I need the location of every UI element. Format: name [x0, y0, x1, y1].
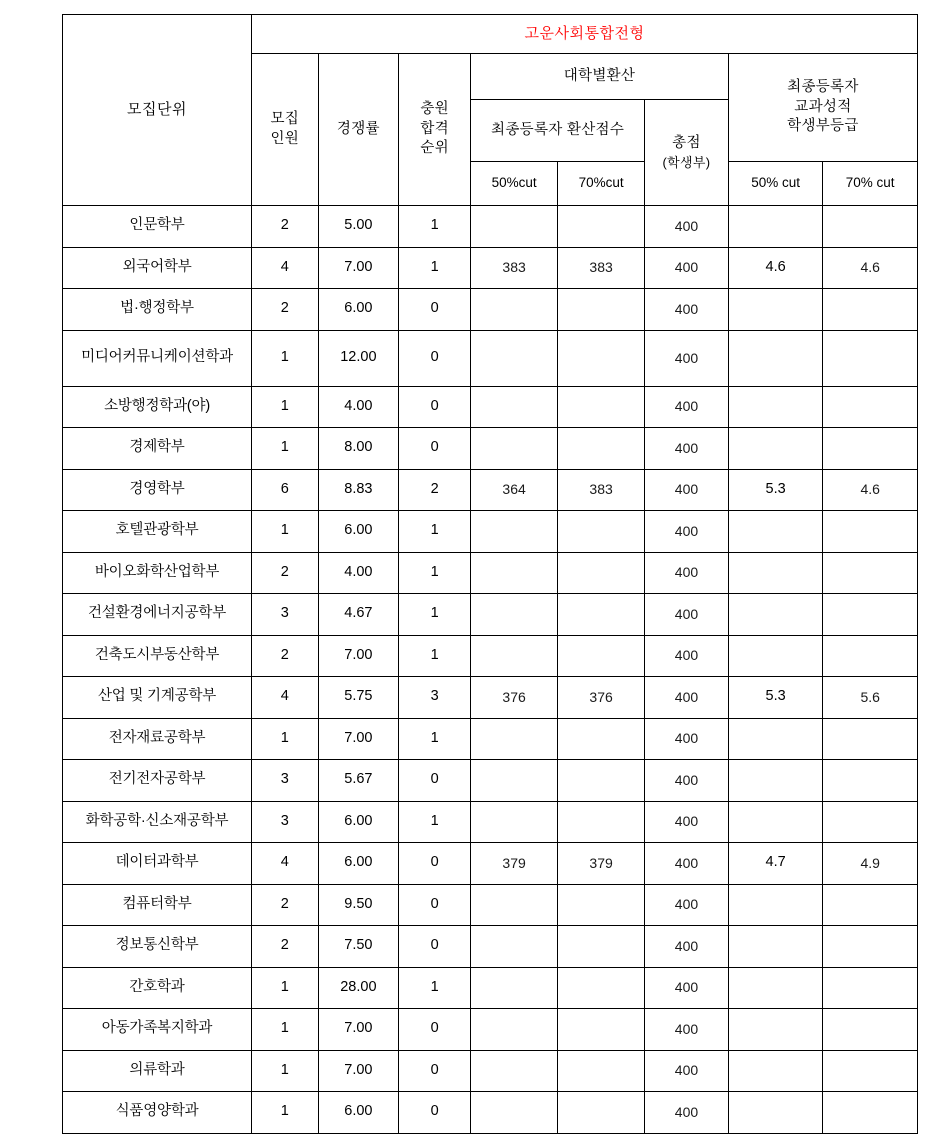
cell-waitlist-rank: 0	[399, 330, 471, 386]
cell-quota: 2	[252, 289, 319, 331]
cell-recruitment-unit: 전기전자공학부	[63, 760, 252, 802]
cell-grade-70cut	[823, 330, 918, 386]
cell-waitlist-rank: 0	[399, 926, 471, 968]
cell-conv-70cut: 379	[558, 843, 645, 885]
table-row	[63, 1092, 918, 1134]
cell-quota: 2	[252, 206, 319, 248]
header-total-score	[645, 100, 729, 206]
cell-grade-50cut	[728, 289, 823, 331]
cell-conv-70cut: 383	[558, 469, 645, 511]
table-row	[63, 206, 918, 248]
cell-grade-50cut	[728, 206, 823, 248]
cell-conv-70cut	[558, 594, 645, 636]
cell-quota: 3	[252, 760, 319, 802]
header-grade-70cut: 70% cut	[823, 162, 918, 206]
cell-total-score: 400	[645, 635, 729, 677]
table-row	[63, 552, 918, 594]
table-row	[63, 511, 918, 553]
cell-conv-50cut	[471, 552, 558, 594]
cell-total-score: 400	[645, 206, 729, 248]
cell-conv-50cut	[471, 511, 558, 553]
cell-competition-ratio: 8.83	[318, 469, 399, 511]
table-row	[63, 428, 918, 470]
header-grade-line1: 최종등록자	[787, 79, 859, 96]
table-row	[63, 469, 918, 511]
cell-grade-70cut	[823, 760, 918, 802]
cell-grade-50cut	[728, 801, 823, 843]
cell-conv-70cut	[558, 428, 645, 470]
cell-grade-50cut	[728, 967, 823, 1009]
cell-conv-70cut	[558, 760, 645, 802]
cell-grade-50cut	[728, 428, 823, 470]
header-conv-70cut: 70%cut	[558, 162, 645, 206]
cell-grade-70cut	[823, 1050, 918, 1092]
cell-conv-50cut: 376	[471, 677, 558, 719]
cell-conv-70cut	[558, 1009, 645, 1051]
cell-grade-70cut	[823, 801, 918, 843]
cell-quota: 1	[252, 1009, 319, 1051]
cell-grade-50cut	[728, 760, 823, 802]
cell-recruitment-unit: 건축도시부동산학부	[63, 635, 252, 677]
cell-total-score: 400	[645, 718, 729, 760]
cell-waitlist-rank: 2	[399, 469, 471, 511]
cell-conv-50cut	[471, 1092, 558, 1134]
cell-grade-70cut	[823, 552, 918, 594]
cell-quota: 1	[252, 330, 319, 386]
cell-waitlist-rank: 0	[399, 386, 471, 428]
cell-quota: 1	[252, 718, 319, 760]
header-waitlist-line3: 순위	[420, 140, 449, 157]
cell-competition-ratio: 5.00	[318, 206, 399, 248]
cell-grade-50cut	[728, 1009, 823, 1051]
cell-waitlist-rank: 0	[399, 289, 471, 331]
cell-waitlist-rank: 0	[399, 1092, 471, 1134]
cell-conv-70cut	[558, 206, 645, 248]
cell-total-score: 400	[645, 247, 729, 289]
cell-recruitment-unit: 바이오화학산업학부	[63, 552, 252, 594]
cell-competition-ratio: 9.50	[318, 884, 399, 926]
header-enrollee-grade-group	[728, 54, 917, 162]
table-row	[63, 718, 918, 760]
admissions-results-table	[62, 14, 918, 1134]
cell-conv-50cut: 383	[471, 247, 558, 289]
cell-quota: 4	[252, 843, 319, 885]
cell-quota: 6	[252, 469, 319, 511]
cell-conv-50cut	[471, 884, 558, 926]
cell-waitlist-rank: 0	[399, 843, 471, 885]
cell-quota: 4	[252, 247, 319, 289]
header-quota-line1: 모집	[270, 110, 300, 127]
cell-grade-50cut	[728, 386, 823, 428]
header-grade-line2: 교과성적	[794, 98, 852, 115]
cell-conv-50cut	[471, 801, 558, 843]
cell-competition-ratio: 4.67	[318, 594, 399, 636]
table-row	[63, 801, 918, 843]
cell-quota: 2	[252, 884, 319, 926]
cell-recruitment-unit: 식품영양학과	[63, 1092, 252, 1134]
cell-quota: 1	[252, 511, 319, 553]
cell-conv-50cut	[471, 206, 558, 248]
cell-grade-70cut	[823, 289, 918, 331]
cell-waitlist-rank: 0	[399, 428, 471, 470]
cell-recruitment-unit: 의류학과	[63, 1050, 252, 1092]
cell-grade-50cut	[728, 635, 823, 677]
cell-conv-50cut	[471, 926, 558, 968]
cell-conv-70cut	[558, 926, 645, 968]
cell-conv-50cut	[471, 718, 558, 760]
table-row	[63, 760, 918, 802]
cell-competition-ratio: 6.00	[318, 289, 399, 331]
cell-waitlist-rank: 1	[399, 511, 471, 553]
header-quota-line2: 인원	[270, 130, 300, 147]
header-university-conversion-group: 대학별환산	[471, 54, 729, 100]
cell-recruitment-unit: 미디어커뮤니케이션학과	[63, 330, 252, 386]
cell-competition-ratio: 7.50	[318, 926, 399, 968]
cell-grade-70cut	[823, 206, 918, 248]
cell-quota: 3	[252, 594, 319, 636]
cell-waitlist-rank: 0	[399, 1050, 471, 1092]
cell-recruitment-unit: 데이터과학부	[63, 843, 252, 885]
cell-total-score: 400	[645, 926, 729, 968]
cell-conv-70cut	[558, 718, 645, 760]
cell-conv-70cut	[558, 1050, 645, 1092]
cell-grade-70cut	[823, 926, 918, 968]
cell-total-score: 400	[645, 1092, 729, 1134]
table-row	[63, 967, 918, 1009]
cell-competition-ratio: 7.00	[318, 635, 399, 677]
table-row	[63, 677, 918, 719]
cell-waitlist-rank: 1	[399, 247, 471, 289]
cell-recruitment-unit: 외국어학부	[63, 247, 252, 289]
cell-competition-ratio: 7.00	[318, 718, 399, 760]
table-row	[63, 247, 918, 289]
cell-conv-70cut	[558, 552, 645, 594]
cell-total-score: 400	[645, 760, 729, 802]
cell-grade-50cut	[728, 926, 823, 968]
cell-recruitment-unit: 경제학부	[63, 428, 252, 470]
cell-quota: 1	[252, 386, 319, 428]
cell-total-score: 400	[645, 511, 729, 553]
cell-grade-70cut	[823, 635, 918, 677]
cell-grade-70cut	[823, 511, 918, 553]
table-row	[63, 386, 918, 428]
header-grade-line3: 학생부등급	[787, 118, 859, 135]
cell-competition-ratio: 4.00	[318, 552, 399, 594]
cell-waitlist-rank: 1	[399, 635, 471, 677]
cell-grade-50cut	[728, 330, 823, 386]
table-header	[63, 15, 918, 206]
cell-waitlist-rank: 0	[399, 884, 471, 926]
table-row	[63, 330, 918, 386]
cell-total-score: 400	[645, 1009, 729, 1051]
cell-conv-70cut	[558, 511, 645, 553]
cell-waitlist-rank: 1	[399, 967, 471, 1009]
cell-conv-70cut	[558, 801, 645, 843]
cell-total-score: 400	[645, 594, 729, 636]
cell-conv-70cut	[558, 289, 645, 331]
header-track-title: 고운사회통합전형	[252, 15, 918, 54]
header-conv-50cut: 50%cut	[471, 162, 558, 206]
cell-conv-70cut	[558, 967, 645, 1009]
cell-competition-ratio: 5.67	[318, 760, 399, 802]
header-quota	[252, 54, 319, 206]
cell-waitlist-rank: 1	[399, 801, 471, 843]
cell-grade-70cut	[823, 718, 918, 760]
cell-conv-50cut	[471, 386, 558, 428]
cell-total-score: 400	[645, 386, 729, 428]
cell-conv-50cut	[471, 1009, 558, 1051]
table-row	[63, 1050, 918, 1092]
cell-competition-ratio: 6.00	[318, 801, 399, 843]
cell-conv-70cut: 383	[558, 247, 645, 289]
cell-competition-ratio: 7.00	[318, 1009, 399, 1051]
cell-total-score: 400	[645, 677, 729, 719]
cell-quota: 2	[252, 926, 319, 968]
cell-conv-50cut: 379	[471, 843, 558, 885]
table-row	[63, 594, 918, 636]
cell-recruitment-unit: 소방행정학과(야)	[63, 386, 252, 428]
cell-total-score: 400	[645, 1050, 729, 1092]
cell-conv-50cut	[471, 635, 558, 677]
cell-grade-70cut: 4.6	[823, 247, 918, 289]
cell-total-score: 400	[645, 843, 729, 885]
cell-grade-50cut	[728, 884, 823, 926]
cell-conv-70cut	[558, 330, 645, 386]
cell-quota: 2	[252, 552, 319, 594]
cell-grade-50cut: 5.3	[728, 469, 823, 511]
cell-competition-ratio: 7.00	[318, 247, 399, 289]
table-row	[63, 1009, 918, 1051]
cell-total-score: 400	[645, 552, 729, 594]
cell-grade-50cut	[728, 718, 823, 760]
cell-total-score: 400	[645, 469, 729, 511]
cell-grade-70cut	[823, 1092, 918, 1134]
cell-grade-50cut	[728, 594, 823, 636]
cell-conv-70cut	[558, 386, 645, 428]
cell-recruitment-unit: 경영학부	[63, 469, 252, 511]
cell-grade-70cut	[823, 1009, 918, 1051]
cell-conv-70cut	[558, 1092, 645, 1134]
cell-recruitment-unit: 아동가족복지학과	[63, 1009, 252, 1051]
cell-recruitment-unit: 간호학과	[63, 967, 252, 1009]
cell-quota: 2	[252, 635, 319, 677]
header-total-line2: (학생부)	[662, 154, 711, 170]
cell-waitlist-rank: 1	[399, 206, 471, 248]
cell-waitlist-rank: 1	[399, 718, 471, 760]
cell-competition-ratio: 4.00	[318, 386, 399, 428]
cell-conv-50cut	[471, 330, 558, 386]
header-row-title	[63, 15, 918, 54]
cell-grade-50cut	[728, 511, 823, 553]
cell-conv-70cut	[558, 635, 645, 677]
table-body	[63, 206, 918, 1134]
cell-recruitment-unit: 인문학부	[63, 206, 252, 248]
cell-waitlist-rank: 0	[399, 1009, 471, 1051]
table-row	[63, 289, 918, 331]
cell-conv-70cut: 376	[558, 677, 645, 719]
cell-waitlist-rank: 3	[399, 677, 471, 719]
cell-quota: 1	[252, 1092, 319, 1134]
cell-grade-70cut	[823, 884, 918, 926]
cell-recruitment-unit: 컴퓨터학부	[63, 884, 252, 926]
header-waitlist-line2: 합격	[420, 120, 449, 137]
cell-grade-50cut: 5.3	[728, 677, 823, 719]
header-competition-ratio: 경쟁률	[318, 54, 399, 206]
cell-conv-50cut	[471, 594, 558, 636]
cell-grade-70cut	[823, 428, 918, 470]
cell-quota: 3	[252, 801, 319, 843]
cell-grade-50cut	[728, 552, 823, 594]
cell-recruitment-unit: 산업 및 기계공학부	[63, 677, 252, 719]
table-row	[63, 926, 918, 968]
cell-conv-50cut	[471, 967, 558, 1009]
cell-competition-ratio: 7.00	[318, 1050, 399, 1092]
table-row	[63, 843, 918, 885]
cell-grade-70cut: 5.6	[823, 677, 918, 719]
cell-competition-ratio: 6.00	[318, 1092, 399, 1134]
cell-quota: 4	[252, 677, 319, 719]
cell-conv-70cut	[558, 884, 645, 926]
cell-grade-50cut: 4.7	[728, 843, 823, 885]
cell-total-score: 400	[645, 330, 729, 386]
cell-competition-ratio: 6.00	[318, 843, 399, 885]
cell-quota: 1	[252, 967, 319, 1009]
cell-total-score: 400	[645, 428, 729, 470]
cell-competition-ratio: 28.00	[318, 967, 399, 1009]
cell-conv-50cut	[471, 760, 558, 802]
cell-grade-70cut	[823, 386, 918, 428]
cell-grade-50cut	[728, 1092, 823, 1134]
header-waitlist-rank	[399, 54, 471, 206]
cell-recruitment-unit: 전자재료공학부	[63, 718, 252, 760]
header-recruitment-unit: 모집단위	[63, 15, 252, 206]
cell-quota: 1	[252, 1050, 319, 1092]
cell-recruitment-unit: 건설환경에너지공학부	[63, 594, 252, 636]
cell-total-score: 400	[645, 967, 729, 1009]
cell-conv-50cut	[471, 1050, 558, 1092]
cell-competition-ratio: 5.75	[318, 677, 399, 719]
header-grade-50cut: 50% cut	[728, 162, 823, 206]
cell-grade-70cut	[823, 594, 918, 636]
cell-recruitment-unit: 정보통신학부	[63, 926, 252, 968]
cell-waitlist-rank: 0	[399, 760, 471, 802]
cell-conv-50cut	[471, 289, 558, 331]
cell-quota: 1	[252, 428, 319, 470]
header-enrollee-converted-score: 최종등록자 환산점수	[471, 100, 645, 162]
cell-recruitment-unit: 법·행정학부	[63, 289, 252, 331]
cell-competition-ratio: 6.00	[318, 511, 399, 553]
header-total-line1: 총점	[672, 134, 701, 151]
cell-waitlist-rank: 1	[399, 594, 471, 636]
table-row	[63, 635, 918, 677]
cell-grade-50cut: 4.6	[728, 247, 823, 289]
cell-conv-50cut: 364	[471, 469, 558, 511]
table-row	[63, 884, 918, 926]
cell-grade-70cut: 4.9	[823, 843, 918, 885]
cell-total-score: 400	[645, 801, 729, 843]
cell-recruitment-unit: 화학공학·신소재공학부	[63, 801, 252, 843]
header-waitlist-line1: 충원	[420, 101, 449, 118]
cell-total-score: 400	[645, 289, 729, 331]
cell-competition-ratio: 12.00	[318, 330, 399, 386]
cell-grade-50cut	[728, 1050, 823, 1092]
cell-recruitment-unit: 호텔관광학부	[63, 511, 252, 553]
cell-competition-ratio: 8.00	[318, 428, 399, 470]
cell-grade-70cut	[823, 967, 918, 1009]
cell-total-score: 400	[645, 884, 729, 926]
cell-grade-70cut: 4.6	[823, 469, 918, 511]
cell-waitlist-rank: 1	[399, 552, 471, 594]
cell-conv-50cut	[471, 428, 558, 470]
